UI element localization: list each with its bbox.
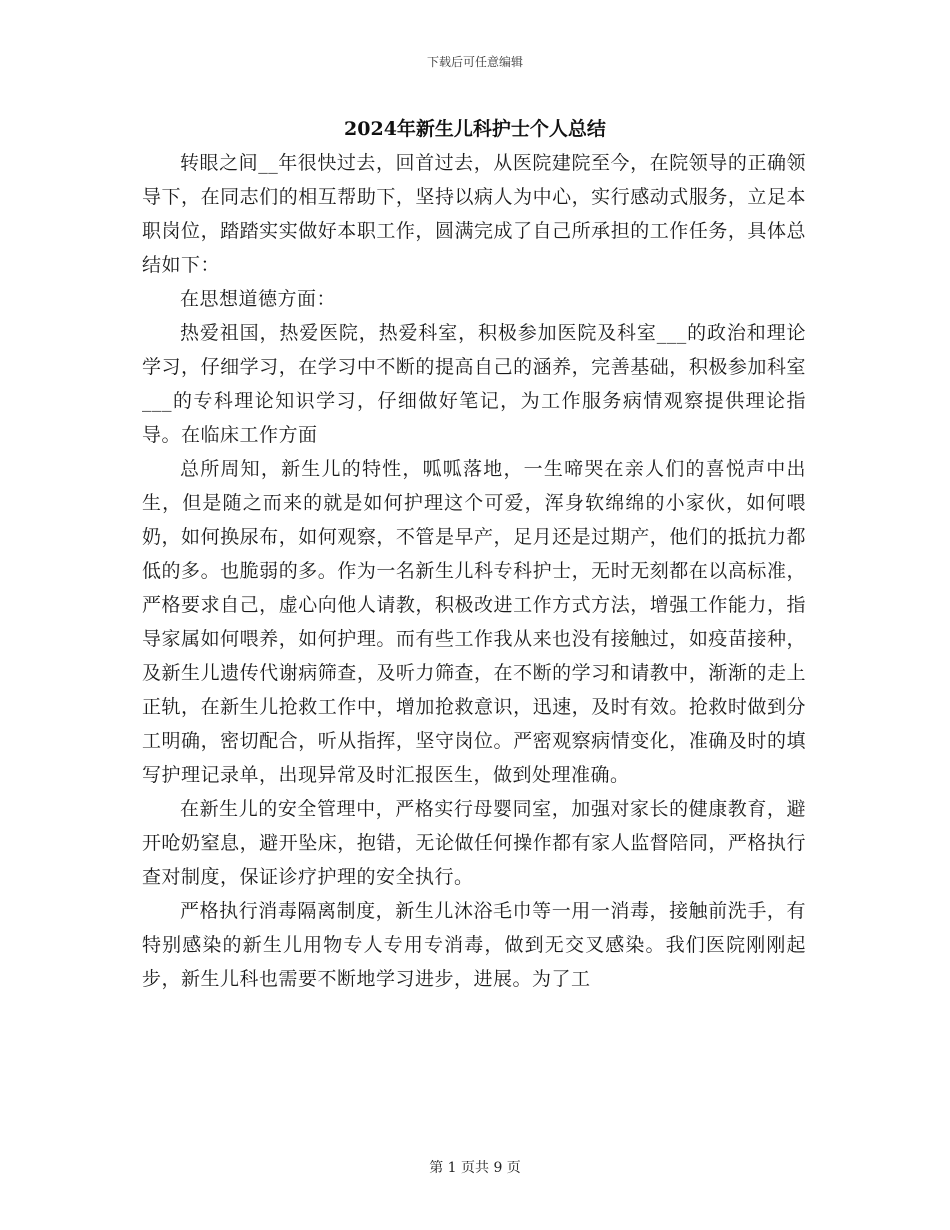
paragraph-section-heading: 在思想道德方面： — [180, 288, 337, 310]
paragraph-intro: 转眼之间__年很快过去，回首过去，从医院建院至今，在院领导的正确领导下，在同志们的相互帮助下，坚持以病人为中心，实行感动式服务，立足本职岗位，踏踏实实做好本职工作，圆满完成了自己所承担的工作任务，具体总结如下： — [142, 152, 806, 276]
paragraph-clinical-work: 总所周知，新生儿的特性，呱呱落地，一生啼哭在亲人们的喜悦声中出生，但是随之而来的就是如何护理这个可爱，浑身软绵绵的小家伙，如何喂奶，如何换尿布，如何观察，不管是早产，足月还是过期产，他们的抵抗力都低的多。也脆弱的多。作为一名新生儿科专科护士，无时无刻都在以高标准，严格要求自己，虚心向他人请教，积极改进工作方式方法，增强工作能力，指导家属如何喂养，如何护理。而有些工作我从来也没有接触过，如疫苗接种，及新生儿遗传代谢病筛查，及听力筛查，在不断的学习和请教中，渐渐的走上正轨，在新生儿抢救工作中，增加抢救意识，迅速，及时有效。抢救时做到分工明确，密切配合，听从指挥，坚守岗位。严密观察病情变化，准确及时的填写护理记录单，出现异常及时汇报医生，做到处理准确。 — [142, 458, 806, 786]
paragraph-safety-management: 在新生儿的安全管理中，严格实行母婴同室，加强对家长的健康教育，避开呛奶窒息，避开坠床，抱错，无论做任何操作都有家人监督陪同，严格执行查对制度，保证诊疗护理的安全执行。 — [142, 798, 806, 888]
paragraph-ideology: 热爱祖国，热爱医院，热爱科室，积极参加医院及科室___的政治和理论学习，仔细学习，在学习中不断的提高自己的涵养，完善基础，积极参加科室___的专科理论知识学习，仔细做好笔记，为工作服务病情观察提供理论指导。在临床工作方面 — [142, 322, 806, 446]
document-title: 2024年新生儿科护士个人总结 — [344, 118, 606, 140]
paragraph-disinfection: 严格执行消毒隔离制度，新生儿沐浴毛巾等一用一消毒，接触前洗手，有特别感染的新生儿用物专人专用专消毒，做到无交叉感染。我们医院刚刚起步，新生儿科也需要不断地学习进步，进展。为了工 — [142, 900, 806, 990]
document-body — [142, 146, 806, 996]
page-number-footer: 第 1 页共 9 页 — [429, 1160, 521, 1176]
header-note: 下载后可任意编辑 — [426, 55, 523, 69]
